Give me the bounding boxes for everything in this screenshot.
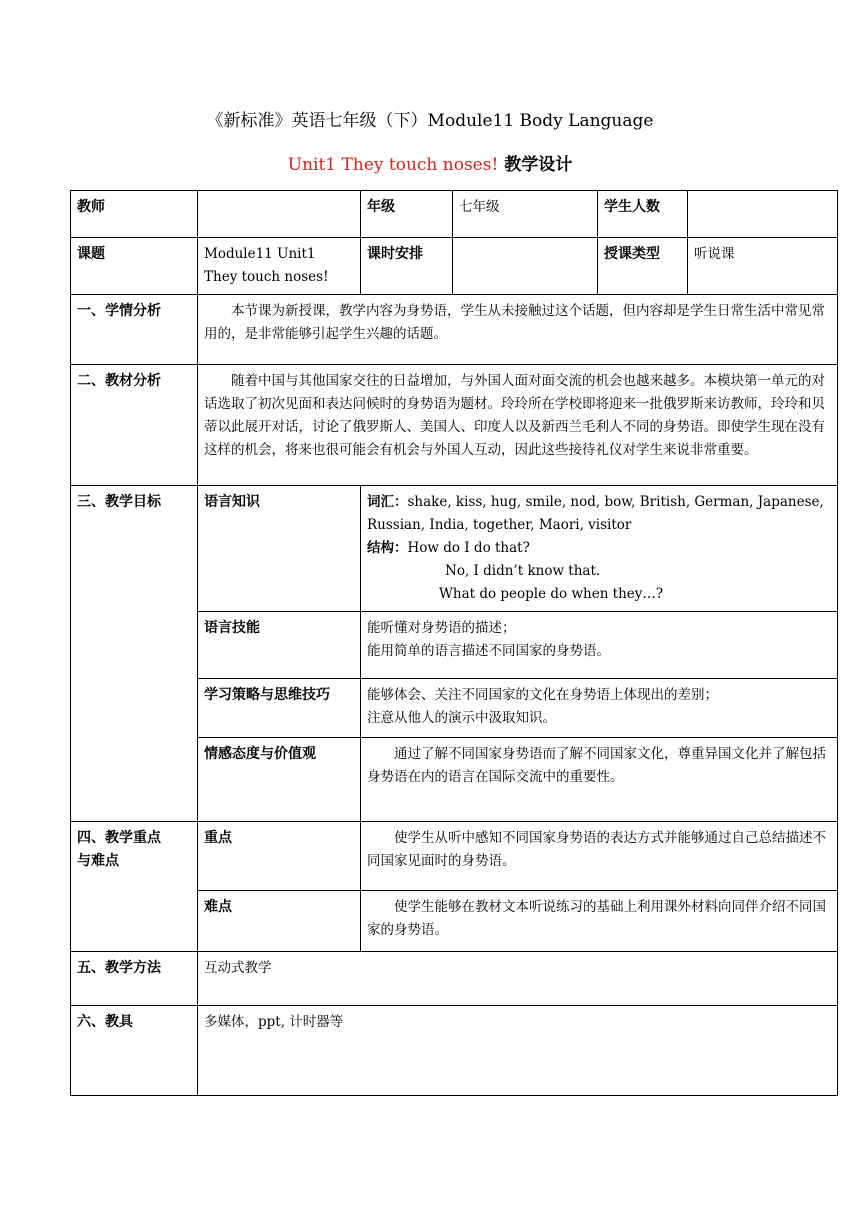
table-row [71,191,838,238]
teacher-value [198,191,361,238]
tools-text: 多媒体，ppt, 计时器等 [198,1006,838,1096]
structure-line [367,537,831,560]
objectives-label: 三、教学目标 [71,486,198,822]
strategy-content [361,679,838,738]
structure-label: 结构： [367,540,408,556]
strategy-label: 学习策略与思维技巧 [198,679,361,738]
key-text: 使学生从听中感知不同国家身势语的表达方式并能够通过自己总结描述不同国家见面时的身势语。 [361,822,838,891]
keypoints-label-line1: 四、教学重点 [77,830,161,846]
key-label: 重点 [198,822,361,891]
materials-label: 二、教材分析 [71,365,198,486]
analysis-text: 本节课为新授课，教学内容为身势语，学生从未接触过这个话题，但内容却是学生日常生活中常见常用的，是非常能够引起学生兴趣的话题。 [198,295,838,365]
skills-label: 语言技能 [198,612,361,679]
skills-line2: 能用简单的语言描述不同国家的身势语。 [367,643,610,659]
topic-value [198,238,361,295]
skills-line1: 能听懂对身势语的描述； [367,620,516,636]
document-title: 《新标准》英语七年级（下）Module11 Body Language [206,111,654,131]
analysis-label: 一、学情分析 [71,295,198,365]
structure-3: What do people do when they…? [439,586,664,602]
vocab-label: 词汇： [367,494,408,510]
attitude-label: 情感态度与价值观 [198,738,361,822]
skills-content [361,612,838,679]
lesson-plan-table [70,190,838,1096]
topic-line2: They touch noses! [204,269,329,285]
document-subtitle [0,150,860,175]
hours-label: 课时安排 [361,238,453,295]
table-row [71,238,838,295]
keypoints-label [71,822,198,952]
table-row [71,952,838,1006]
students-value [688,191,838,238]
table-row [71,295,838,365]
table-row [71,486,838,612]
topic-line1: Module11 Unit1 [204,246,316,262]
structure-1: How do I do that? [407,540,530,556]
method-label: 五、教学方法 [71,952,198,1006]
type-label: 授课类型 [598,238,688,295]
table-row [71,365,838,486]
table-row [71,822,838,891]
hours-value [453,238,598,295]
knowledge-label: 语言知识 [198,486,361,612]
strategy-line2: 注意从他人的演示中汲取知识。 [367,710,556,726]
difficult-text: 使学生能够在教材文本听说练习的基础上利用课外材料向同伴介绍不同国家的身势语。 [361,891,838,952]
unit-title: Unit1 They touch noses! [287,155,499,175]
strategy-line1: 能够体会、关注不同国家的文化在身势语上体现出的差别； [367,687,718,703]
table-row [71,1006,838,1096]
vocab-line [367,491,831,537]
type-value: 听说课 [688,238,838,295]
structure-2: No, I didn’t know that. [445,563,601,579]
difficult-label: 难点 [198,891,361,952]
keypoints-label-line2: 与难点 [77,853,119,869]
tools-label: 六、教具 [71,1006,198,1096]
teacher-label: 教师 [71,191,198,238]
vocab-text: shake, kiss, hug, smile, nod, bow, British, German, Japanese, Russian, India, together, Maori, visitor [367,494,824,533]
topic-label: 课题 [71,238,198,295]
subtitle-suffix: 教学设计 [498,155,573,175]
attitude-text: 通过了解不同国家身势语而了解不同国家文化，尊重异国文化并了解包括身势语在内的语言在国际交流中的重要性。 [361,738,838,822]
grade-value: 七年级 [453,191,598,238]
method-text: 互动式教学 [198,952,838,1006]
knowledge-content [361,486,838,612]
grade-label: 年级 [361,191,453,238]
students-label: 学生人数 [598,191,688,238]
materials-text: 随着中国与其他国家交往的日益增加，与外国人面对面交流的机会也越来越多。本模块第一单元的对话选取了初次见面和表达问候时的身势语为题材。玲玲所在学校即将迎来一批俄罗斯来访教师，玲玲和贝蒂以此展开对话，讨论了俄罗斯人、美国人、印度人以及新西兰毛利人不同的身势语。即使学生现在没有这样的机会，将来也很可能会有机会与外国人互动，因此这些接待礼仪对学生来说非常重要。 [198,365,838,486]
